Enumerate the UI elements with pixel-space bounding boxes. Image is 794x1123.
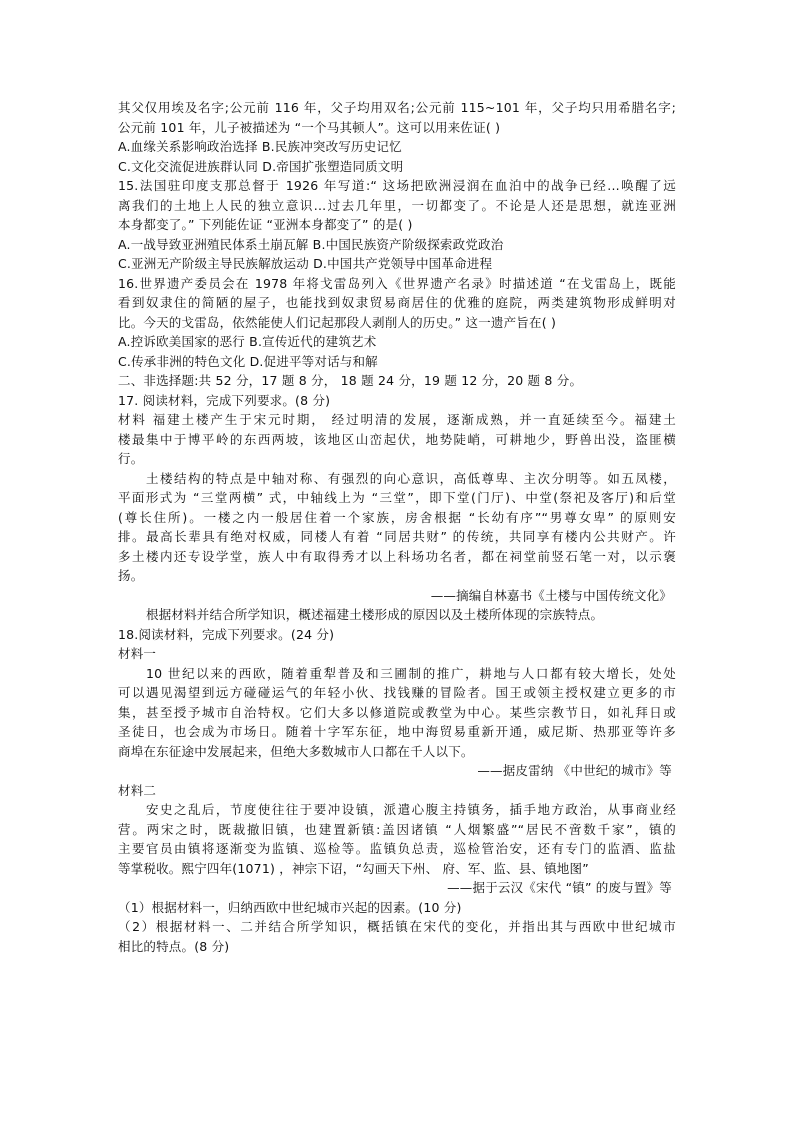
- q18-material-line: 集，甚至授予城市自治特权。它们大多以修道院或教堂为中心。某些宗教节日，如礼拜日或: [118, 704, 676, 720]
- q14-stem-line: 其父仅用埃及名字;公元前 116 年，父子均用双名;公元前 115~101 年，父子均只用希腊名字;: [118, 100, 676, 115]
- q18-material-line: 圣徒日，也会成为市场日。随着十字军东征，地中海贸易重新开通，威尼斯、热那亚等许多: [118, 724, 676, 739]
- q18-material-label: 材料二: [118, 782, 157, 798]
- q17-material-line: 排。最高长辈具有绝对权威，同楼人有着 “同居共财” 的传统，共同享有楼内公共财产。许: [118, 529, 676, 544]
- q16-stem-line: 16.世界遗产委员会在 1978 年将戈雷岛列入《世界遗产名录》时描述道 “在戈雷岛上，既能: [118, 275, 676, 291]
- q18-task: 相比的特点。(8 分): [118, 938, 230, 954]
- q18-material-label: 材料一: [118, 646, 157, 661]
- q14-options-ab: A.血缘关系影响政治选择 B.民族冲突改写历史记忆: [118, 139, 402, 154]
- q14-options-cd: C.文化交流促进族群认同 D.帝国扩张塑造同质文明: [118, 158, 404, 174]
- section-heading: 二、非选择题:共 52 分，17 题 8 分， 18 题 24 分，19 题 12 分，20 题 8 分。: [118, 373, 583, 388]
- q15-stem-line: 15.法国驻印度支那总督于 1926 年写道:“ 这场把欧洲浸润在血泊中的战争已经...唤醒了远: [118, 178, 676, 193]
- q18-material-line: 等掌税收。熙宁四年(1071) ，神宗下诏，“勾画天下州、 府、军、监、县、镇地图”: [118, 860, 589, 876]
- q16-stem-line: 比。今天的戈雷岛，依然能使人们记起那段人剥削人的历史。” 这一遗产旨在( ): [118, 314, 557, 330]
- q16-options-cd: C.传承非洲的特色文化 D.促进平等对话与和解: [118, 353, 378, 369]
- q17-material-line: (尊长住所)。一楼之内一般居住着一个家族，房舍根据 “长幼有序”“男尊女卑” 的原则安: [118, 509, 676, 525]
- q17-material-line: 多土楼内还专设学堂，族人中有取得秀才以上科场功名者，都在祠堂前竖石笔一对，以示褒: [118, 548, 676, 564]
- q18-material-line: 商埠在东征途中发展起来，但绝大多数城市人口都在千人以下。: [118, 743, 474, 759]
- q18-source: ——据于云汉《宋代 “镇” 的废与置》等: [447, 880, 672, 895]
- q17-material-line: 平面形式为 “三堂两横” 式，中轴线上为 “三堂”，即下堂(门厅)、中堂(祭祀及客厅)和后堂: [118, 490, 676, 505]
- q18-source: ——据皮雷纳 《中世纪的城市》等: [477, 763, 672, 778]
- q18-material-line: 安史之乱后，节度使往往于要冲设镇，派遣心腹主持镇务，插手地方政治，从事商业经: [146, 802, 676, 817]
- q17-material-line: 扬。: [118, 568, 144, 583]
- q16-stem-line: 看到奴隶住的简陋的屋子，也能找到奴隶贸易商居住的优雅的庭院，两类建筑物形成鲜明对: [118, 295, 676, 310]
- q17-source: ——摘编自林嘉书《土楼与中国传统文化》: [430, 587, 672, 603]
- q17-task: 根据材料并结合所学知识，概述福建土楼形成的原因以及土楼所体现的宗族特点。: [146, 607, 604, 622]
- q18-task: （1）根据材料一，归纳西欧中世纪城市兴起的因素。(10 分): [118, 899, 462, 915]
- q18-title: 18.阅读材料，完成下列要求。(24 分): [118, 626, 335, 642]
- q15-stem-line: 离我们的土地上人民的独立意识...过去几年里，一切都变了。不论是人还是思想，就连亚洲: [118, 197, 676, 213]
- q17-material-line: 楼最集中于博平岭的东西两坡，该地区山峦起伏，地势陡峭，可耕地少，野兽出没，盗匪横: [118, 431, 676, 447]
- q17-material-line: 材料 福建土楼产生于宋元时期， 经过明清的发展，逐渐成熟，并一直延续至今。福建土: [118, 412, 676, 427]
- q15-stem-line: 本身都变了。” 下列能佐证 “亚洲本身都变了” 的是( ): [118, 217, 413, 232]
- q17-material-line: 行。: [118, 451, 144, 466]
- q17-title: 17. 阅读材料，完成下列要求。(8 分): [118, 392, 331, 408]
- q17-material-line: 土楼结构的特点是中轴对称、有强烈的向心意识，高低尊卑、主次分明等。如五凤楼，: [146, 470, 676, 486]
- q14-stem-line: 公元前 101 年，儿子被描述为 “一个马其顿人”。这可以用来佐证( ): [118, 119, 501, 135]
- q16-options-ab: A.控诉欧美国家的恶行 B.宣传近代的建筑艺术: [118, 334, 377, 349]
- q18-task: （2）根据材料一、二并结合所学知识，概括镇在宋代的变化，并指出其与西欧中世纪城市: [118, 919, 676, 934]
- q18-material-line: 主要官员由镇将逐渐变为监镇、巡检等。监镇负总责，巡检管治安，还有专门的监酒、监盐: [118, 841, 676, 856]
- q15-options-cd: C.亚洲无产阶级主导民族解放运动 D.中国共产党领导中国革命进程: [118, 256, 493, 271]
- q18-material-line: 可以遇见渴望到远方碰碰运气的年轻小伙、找钱赚的冒险者。国王或领主授权建立更多的市: [118, 685, 676, 700]
- q18-material-line: 10 世纪以来的西欧，随着重犁普及和三圃制的推广，耕地与人口都有较大增长，处处: [146, 665, 676, 681]
- q18-material-line: 营。两宋之时，既裁撤旧镇，也建置新镇:盖因诸镇 “人烟繁盛”“居民不啻数千家”，镇的: [118, 821, 676, 837]
- q15-options-ab: A.一战导致亚洲殖民体系土崩瓦解 B.中国民族资产阶级探索政党政治: [118, 236, 504, 252]
